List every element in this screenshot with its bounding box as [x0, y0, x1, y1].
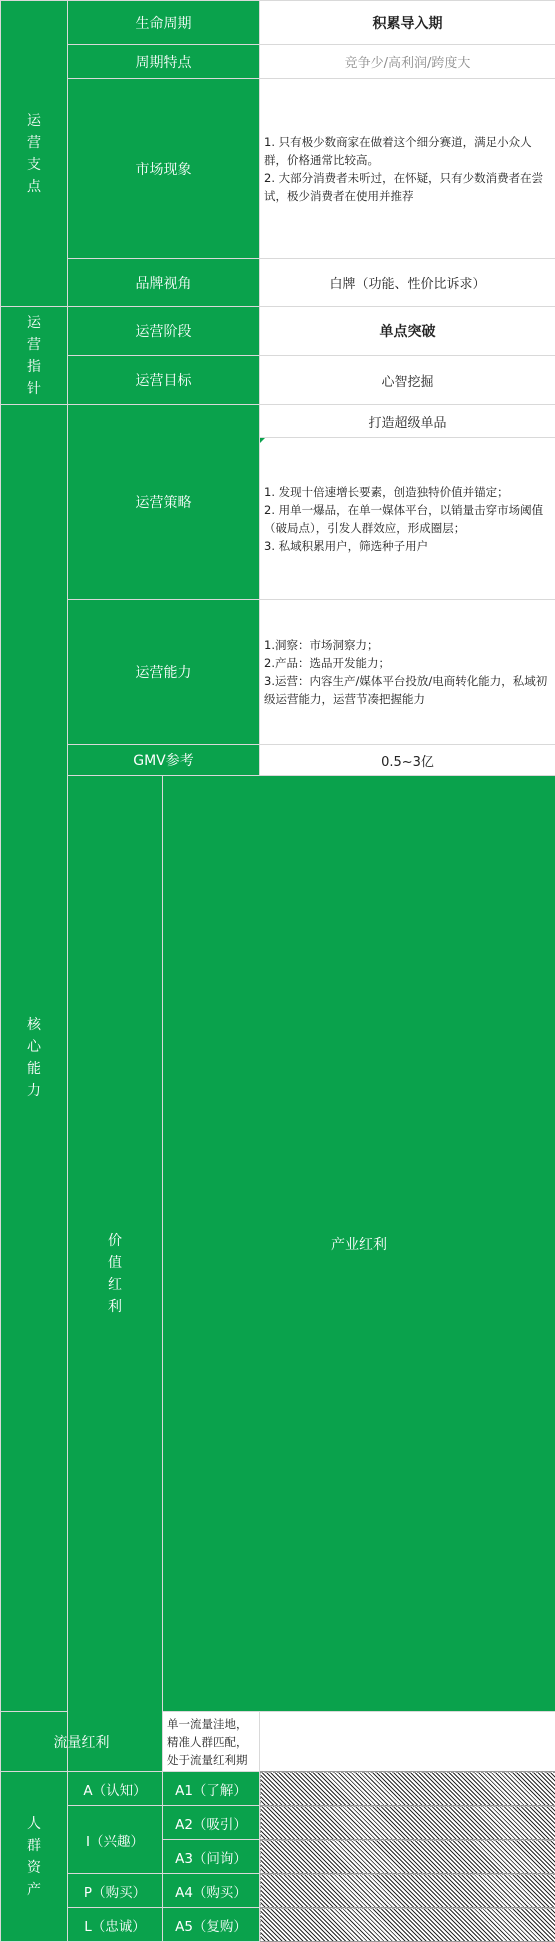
hatch-cell [260, 1806, 555, 1840]
hatch-cell [260, 1772, 555, 1806]
section-dividend-label: 价值红利 [107, 1230, 123, 1318]
industry-label: 产业红利 [163, 776, 555, 1712]
ability-value [260, 600, 555, 745]
lifecycle-value: 积累导入期 [260, 1, 555, 45]
brand-value: 白牌（功能、性价比诉求） [260, 259, 555, 307]
section-compass [1, 307, 68, 405]
section-crowd-label: 人群资产 [26, 1813, 42, 1901]
hatch-cell [260, 1908, 555, 1942]
strategy-headline: 打造超级单品 [260, 405, 555, 438]
crowd-p-stage: P（购买） [68, 1874, 163, 1908]
crowd-l-sub: A5（复购） [163, 1908, 260, 1942]
section-support [1, 1, 68, 307]
section-compass-label: 运营指针 [26, 312, 42, 400]
section-crowd [1, 1772, 68, 1942]
section-core-label: 核心能力 [26, 1014, 42, 1102]
market-value [260, 79, 555, 259]
ability-line-3: 3.运营：内容生产/媒体平台投放/电商转化能力，私域初级运营能力，运营节凑把握能力 [264, 672, 551, 708]
stage-label: 运营阶段 [68, 307, 260, 356]
section-support-label: 运营支点 [26, 110, 42, 198]
features-label: 周期特点 [68, 45, 260, 79]
gmv-value: 0.5~3亿 [260, 745, 555, 776]
hatch-cell [260, 1874, 555, 1908]
crowd-i-sub1: A2（吸引） [163, 1806, 260, 1840]
features-value: 竞争少/高利润/跨度大 [260, 45, 555, 79]
goal-label: 运营目标 [68, 356, 260, 405]
ability-line-2: 2.产品：选品开发能力； [264, 654, 551, 672]
strategy-value [260, 438, 555, 600]
ability-label: 运营能力 [68, 600, 260, 745]
crowd-p-sub: A4（购买） [163, 1874, 260, 1908]
strategy-line-1: 1. 发现十倍速增长要素，创造独特价值并锚定； [264, 483, 551, 501]
crowd-i-stage: I（兴趣） [68, 1806, 163, 1874]
market-line-1: 1. 只有极少数商家在做着这个细分赛道，满足小众人群，价格通常比较高。 [264, 133, 551, 169]
stage-value: 单点突破 [260, 307, 555, 356]
crowd-l-stage: L（忠诚） [68, 1908, 163, 1942]
market-label: 市场现象 [68, 79, 260, 259]
lifecycle-label: 生命周期 [68, 1, 260, 45]
market-line-2: 2. 大部分消费者未听过，在怀疑，只有少数消费者在尝试，极少消费者在使用并推荐 [264, 169, 551, 205]
gmv-label: GMV参考 [68, 745, 260, 776]
crowd-a-stage: A（认知） [68, 1772, 163, 1806]
crowd-i-sub2: A3（问询） [163, 1840, 260, 1874]
traffic-label: 流量红利 [1, 1712, 163, 1772]
strategy-line-2: 2. 用单一爆品，在单一媒体平台，以销量击穿市场阈值（破局点），引发人群效应，形成圈层； [264, 501, 551, 537]
hatch-cell [260, 1840, 555, 1874]
traffic-value: 单一流量洼地，精准人群匹配，处于流量红利期 [163, 1712, 260, 1772]
crowd-a-sub: A1（了解） [163, 1772, 260, 1806]
goal-value: 心智挖掘 [260, 356, 555, 405]
brand-label: 品牌视角 [68, 259, 260, 307]
section-dividend [68, 776, 163, 1772]
ability-line-1: 1.洞察：市场洞察力； [264, 636, 551, 654]
strategy-line-3: 3. 私域积累用户，筛选种子用户 [264, 537, 551, 555]
strategy-label: 运营策略 [68, 405, 260, 600]
section-core [1, 405, 68, 1712]
